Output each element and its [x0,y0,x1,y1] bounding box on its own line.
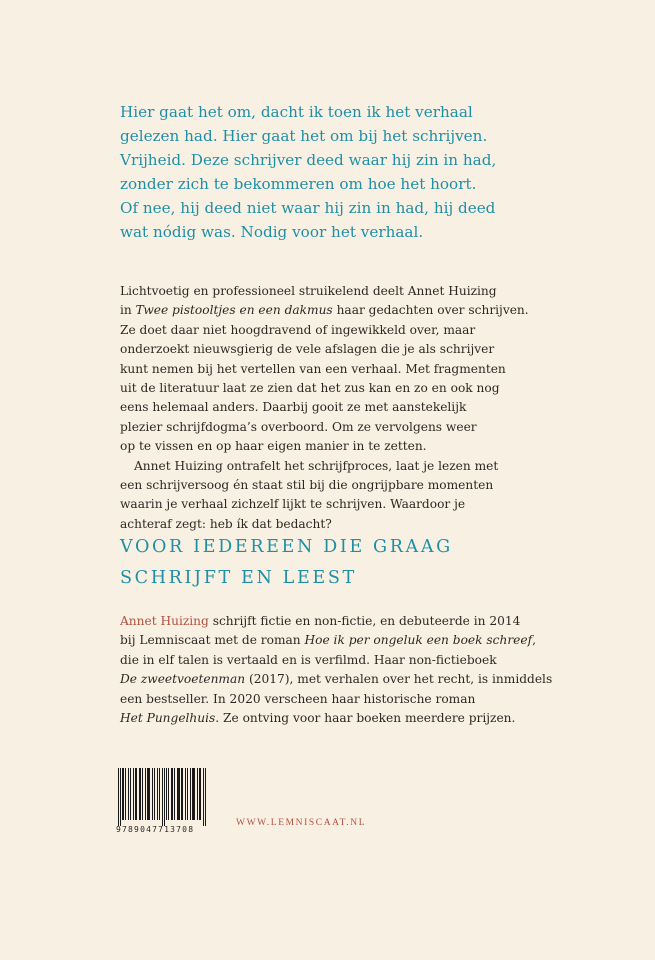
barcode-bar [205,768,206,826]
author-bio [120,612,553,728]
blurb-text: in [120,303,136,318]
barcode-bar [174,768,175,820]
barcode-bar [130,768,131,820]
barcode-bar [162,768,163,826]
blurb-line: achteraf zegt: heb ík dat bedacht? [120,516,332,531]
barcode-bar [154,768,155,820]
barcode-bar [157,768,158,820]
barcode-bar [168,768,169,820]
author-name: Annet Huizing [120,614,209,628]
barcode-bar [118,768,119,826]
bio-line [120,709,540,728]
heading-line: SCHRIJFT EN LEEST [120,568,357,588]
quote-line: Vrijheid. Deze schrijver deed waar hij zin in had, [120,151,497,169]
barcode-bar [199,768,201,820]
barcode-bar [122,768,124,820]
bio-line: een bestseller. In 2020 verscheen haar historische roman [120,691,476,706]
blurb-text: haar gedachten over schrijven. [332,303,529,318]
bio-line [120,612,540,631]
barcode-bar [192,768,195,820]
barcode-bar [145,768,146,820]
publisher-website: WWW.LEMNISCAAT.NL [236,818,367,828]
isbn-number: 9789047713708 [116,825,195,834]
blurb-line: onderzoekt nieuwsgierig de vele afslagen die je als schrijver [120,342,495,357]
bio-text: . Ze ontving voor haar boeken meerdere prijzen. [215,711,516,726]
barcode-bar [139,768,141,820]
heading-line: VOOR IEDEREEN DIE GRAAG [120,537,453,557]
blurb-line: Annet Huizing ontrafelt het schrijfproces, laat je lezen met [134,458,499,473]
bio-line [120,670,553,689]
barcode-bar [120,768,121,826]
book-title: De zweetvoetenman [120,672,246,687]
barcode-bar [128,768,129,820]
barcode-bar [142,768,143,820]
book-title: Twee pistooltjes en een dakmus [135,303,333,318]
section-heading [120,532,550,594]
barcode-bar [164,768,165,826]
quote-line: Hier gaat het om, dacht ik toen ik het verhaal [120,103,473,121]
blurb-line: uit de literatuur laat ze zien dat het zus kan en zo en ook nog [120,381,500,396]
quote-line: Of nee, hij deed niet waar hij zin in had, hij deed [120,199,496,217]
blurb-line: op te vissen en op haar eigen manier in te zetten. [120,439,427,454]
blurb-line: Lichtvoetig en professioneel struikelend deelt Annet Huizing [120,284,497,298]
blurb-line: kunt nemen bij het vertellen van een verhaal. Met fragmenten [120,361,506,376]
quote-line: gelezen had. Hier gaat het om bij het schrijven. [120,127,488,145]
barcode-graphic [116,768,216,826]
bio-text: , [532,633,536,648]
quote-line: wat nódig was. Nodig voor het verhaal. [120,223,424,241]
barcode-bar [177,768,180,820]
blurb-line: eens helemaal anders. Daarbij gooit ze met aanstekelijk [120,400,467,415]
book-title: Hoe ik per ongeluk een boek schreef [304,633,533,648]
blurb-line: een schrijversoog én staat stil bij die ongrijpbare momenten [120,478,494,493]
bio-text: (2017), met verhalen over het recht, is inmiddels [245,672,553,687]
barcode-bar [135,768,137,820]
barcode-bar [166,768,167,820]
barcode-bar [197,768,198,820]
barcode-bar [171,768,173,820]
barcode-bar [159,768,160,820]
book-title: Het Pungelhuis [120,711,216,726]
blurb-line [120,301,540,320]
barcode-bar [203,768,204,826]
barcode-bar [152,768,153,820]
bio-text: bij Lemniscaat met de roman [120,633,305,648]
blurb-line: plezier schrijfdogma’s overboord. Om ze vervolgens weer [120,419,477,434]
barcode-bar [190,768,191,820]
quote-line: zonder zich te bekommeren om hoe het hoort. [120,175,477,193]
barcode-bar [147,768,150,820]
barcode [116,768,216,828]
bio-line [120,631,540,650]
barcode-bar [185,768,186,820]
bio-line: die in elf talen is vertaald en is verfilmd. Haar non-fictieboek [120,652,497,667]
barcode-bar [125,768,126,820]
blurb-line: waarin je verhaal zichzelf lijkt te schrijven. Waardoor je [120,497,466,512]
bio-text: schrijft fictie en non-fictie, en debuteerde in 2014 [208,614,521,628]
blurb-body [120,282,540,534]
barcode-bar [133,768,134,820]
pull-quote [120,100,540,244]
barcode-bar [187,768,188,820]
barcode-bar [181,768,183,820]
blurb-line: Ze doet daar niet hoogdravend of ingewikkeld over, maar [120,322,476,337]
